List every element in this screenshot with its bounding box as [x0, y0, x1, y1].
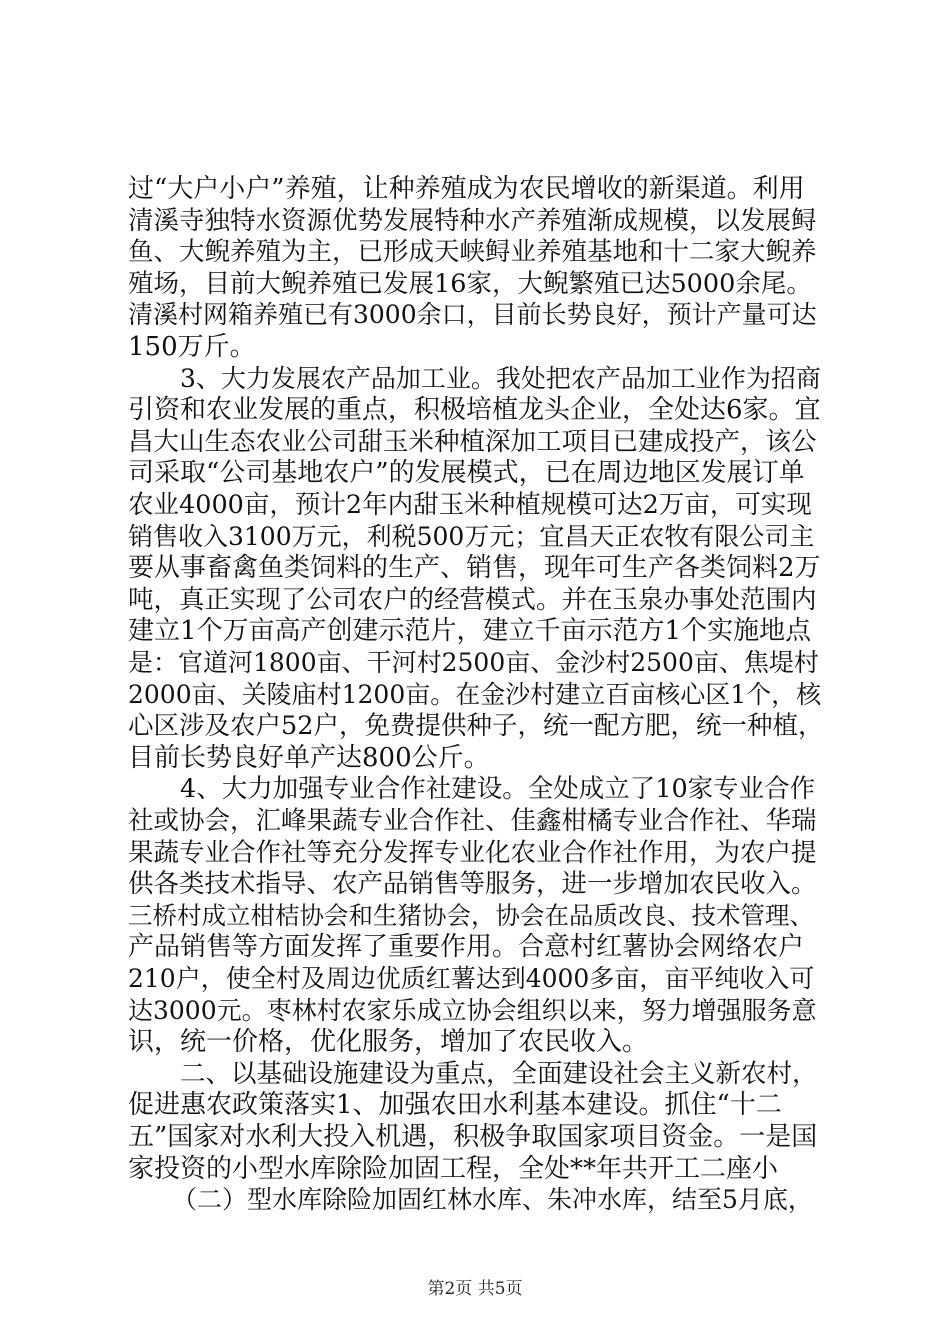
text-line: （二）型水库除险加固红林水库、朱冲水库，结至5月底，: [172, 1185, 813, 1215]
text-line: 心区涉及农户52户，免费提供种子，统一配方肥，统一种植，: [128, 711, 824, 742]
paragraph-start-line: 3、大力发展农产品加工业。我处把农产品加工业作为招商: [180, 363, 821, 393]
text-line: 过“大户小户”养殖，让种养殖成为农民增收的新渠道。利用: [128, 174, 805, 204]
text-line: 昌大山生态农业公司甜玉米种植深加工项目已建成投产，该公: [128, 426, 817, 457]
text-line: 三桥村成立柑桔协会和生猪协会，协会在品质改良、技术管理、: [128, 900, 814, 930]
text-line: 产品销售等方面发挥了重要作用。合意村红薯协会网络农户: [128, 932, 805, 963]
text-line: 销售收入3100万元，利税500万元；宜昌天正农牧有限公司主: [128, 521, 815, 551]
text-line: 殖场，目前大鲵养殖已发展16家，大鲵繁殖已达5000余尾。: [128, 268, 812, 299]
text-line: 建立1个万亩高产创建示范片，建立千亩示范方1个实施地点: [128, 616, 812, 647]
text-line: 果蔬专业合作社等充分发挥专业化农业合作社作用，为农户提: [128, 837, 817, 868]
paragraph-start-line: 4、大力加强专业合作社建设。全处成立了10家专业合作: [180, 774, 816, 805]
text-line: 供各类技术指导、农产品销售等服务，进一步增加农民收入。: [128, 869, 817, 900]
text-line: 促进惠农政策落实1、加强农田水利基本建设。抓住“十二: [128, 1090, 782, 1121]
text-line: 2000亩、关陵庙村1200亩。在金沙村建立百亩核心区1个，核: [128, 679, 822, 709]
text-line: 吨，真正实现了公司农户的经营模式。并在玉泉办事处范围内: [128, 584, 817, 615]
text-line: 是：官道河1800亩、干河村2500亩、金沙村2500亩、焦堤村: [128, 648, 819, 677]
text-line: 清溪村网箱养殖已有3000余口，目前长势良好，预计产量可达: [128, 300, 817, 330]
text-line: 农业4000亩，预计2年内甜玉米种植规模可达2万亩，可实现: [128, 490, 812, 520]
page-footer: 第2页 共5页: [427, 1279, 523, 1299]
text-line: 目前长势良好单产达800公斤。: [128, 742, 490, 773]
text-line: 要从事畜禽鱼类饲料的生产、销售，现年可生产各类饲料2万: [128, 553, 821, 584]
text-line: 引资和农业发展的重点，积极培植龙头企业，全处达6家。宜: [128, 395, 821, 426]
text-line: 清溪寺独特水资源优势发展特种水产养殖渐成规模，以发展鲟: [128, 205, 817, 236]
text-line: 五”国家对水利大投入机遇，积极争取国家项目资金。一是国: [128, 1122, 818, 1152]
paragraph-start-line: 二、以基础设施建设为重点，全面建设社会主义新农村，: [180, 1058, 818, 1089]
text-line: 鱼、大鲵养殖为主，已形成天峡鲟业养殖基地和十二家大鲵养: [128, 237, 817, 268]
text-line: 社或协会，汇峰果蔬专业合作社、佳鑫柑橘专业合作社、华瑞: [128, 806, 817, 836]
text-line: 达3000元。枣林村农家乐成立协会组织以来，努力增强服务意: [128, 995, 817, 1025]
text-line: 司采取“公司基地农户”的发展模式，已在周边地区发展订单: [128, 458, 805, 489]
text-line: 210户，使全村及周边优质红薯达到4000多亩，亩平纯收入可: [128, 964, 815, 993]
text-line: 150万斤。: [128, 332, 256, 362]
text-line: 家投资的小型水库除险加固工程，全处**年共开工二座小: [128, 1153, 779, 1184]
text-line: 识，统一价格，优化服务，增加了农民收入。: [128, 1027, 649, 1058]
